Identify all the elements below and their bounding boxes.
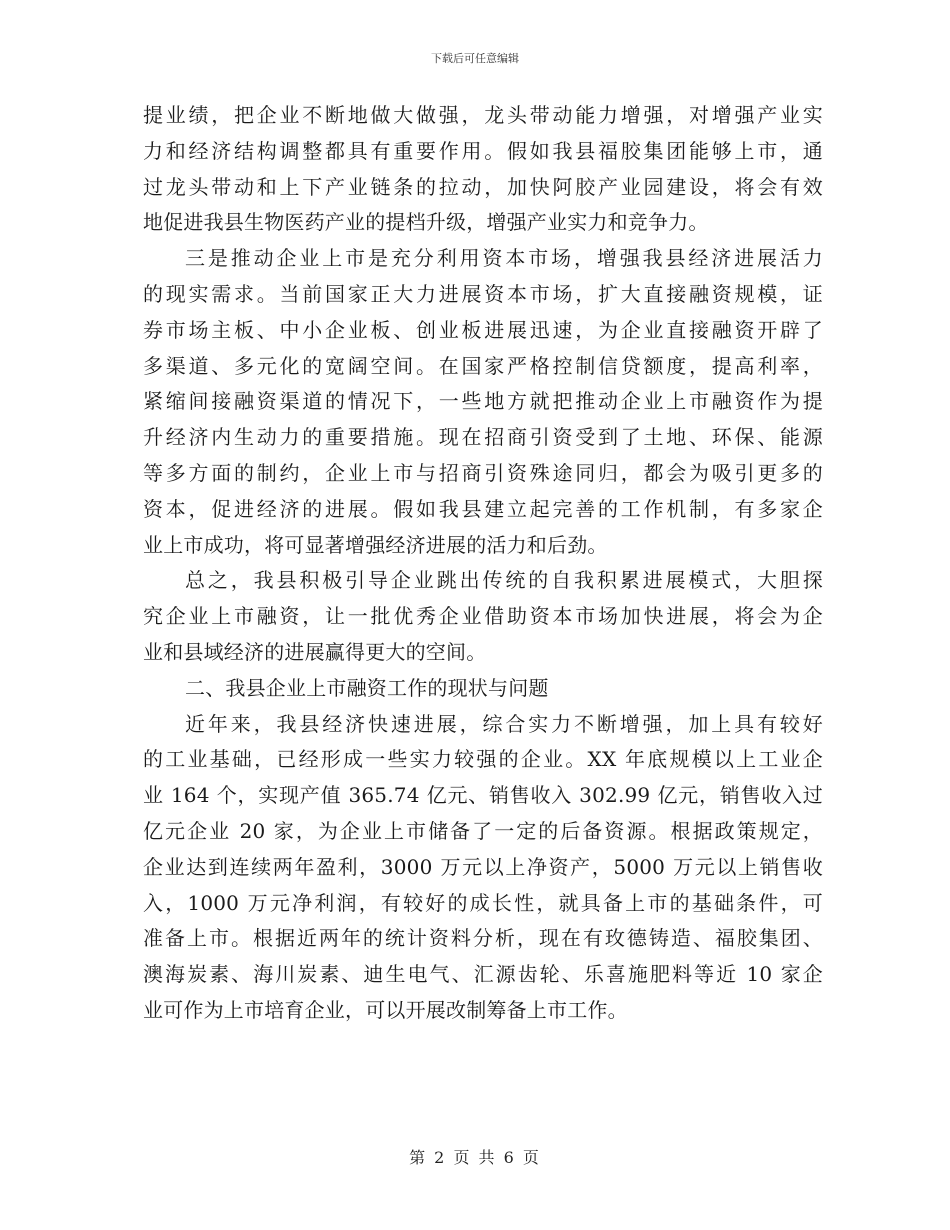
text-line: 二、我县企业上市融资工作的现状与问题 (185, 675, 549, 700)
text-line: 提业绩，把企业不断地做大做强，龙头带动能力增强，对增强产业实 (143, 103, 823, 127)
text-line: 准备上市。根据近两年的统计资料分析，现在有玫德铸造、福胶集团、 (143, 926, 823, 951)
text-line: 究企业上市融资，让一批优秀企业借助资本市场加快进展，将会为企 (143, 604, 823, 629)
text-line: 地促进我县生物医药产业的提档升级，增强产业实力和竞争力。 (143, 210, 709, 235)
text-line: 力和经济结构调整都具有重要作用。假如我县福胶集团能够上市，通 (143, 138, 823, 163)
text-line: 入，1000 万元净利润，有较好的成长性，就具备上市的基础条件，可 (143, 890, 823, 915)
page-header: 下载后可任意编辑 (431, 52, 519, 65)
text-line: 资本，促进经济的进展。假如我县建立起完善的工作机制，有多家企 (143, 496, 823, 521)
text-line: 券市场主板、中小企业板、创业板进展迅速，为企业直接融资开辟了 (143, 317, 823, 342)
text-line: 亿元企业 20 家，为企业上市储备了一定的后备资源。根据政策规定， (143, 818, 823, 843)
text-line: 业 164 个，实现产值 365.74 亿元、销售收入 302.99 亿元，销售收入过 (143, 783, 823, 808)
text-line: 三是推动企业上市是充分利用资本市场，增强我县经济进展活力 (185, 246, 823, 271)
document-body (143, 98, 823, 1029)
text-line: 总之，我县积极引导企业跳出传统的自我积累进展模式，大胆探 (185, 568, 823, 593)
text-line: 升经济内生动力的重要措施。现在招商引资受到了土地、环保、能源 (143, 425, 823, 450)
text-line: 多渠道、多元化的宽阔空间。在国家严格控制信贷额度，提高利率， (143, 353, 823, 378)
text-line: 的工业基础，已经形成一些实力较强的企业。XX 年底规模以上工业企 (143, 747, 823, 772)
text-line: 业和县域经济的进展赢得更大的空间。 (143, 639, 487, 664)
text-line: 等多方面的制约，企业上市与招商引资殊途同归，都会为吸引更多的 (143, 460, 823, 485)
text-line: 澳海炭素、海川炭素、迪生电气、汇源齿轮、乐喜施肥料等近 10 家企 (143, 962, 823, 987)
text-line: 过龙头带动和上下产业链条的拉动，加快阿胶产业园建设，将会有效 (143, 174, 823, 199)
text-line: 近年来，我县经济快速进展，综合实力不断增强，加上具有较好 (185, 711, 823, 736)
text-line: 的现实需求。当前国家正大力进展资本市场，扩大直接融资规模，证 (143, 281, 823, 306)
page-number: 第 2 页 共 6 页 (409, 1148, 541, 1167)
text-line: 紧缩间接融资渠道的情况下，一些地方就把推动企业上市融资作为提 (143, 389, 823, 414)
text-line: 业上市成功，将可显著增强经济进展的活力和后劲。 (143, 532, 608, 557)
text-line: 业可作为上市培育企业，可以开展改制筹备上市工作。 (143, 997, 628, 1022)
text-line: 企业达到连续两年盈利，3000 万元以上净资产，5000 万元以上销售收 (143, 854, 823, 879)
